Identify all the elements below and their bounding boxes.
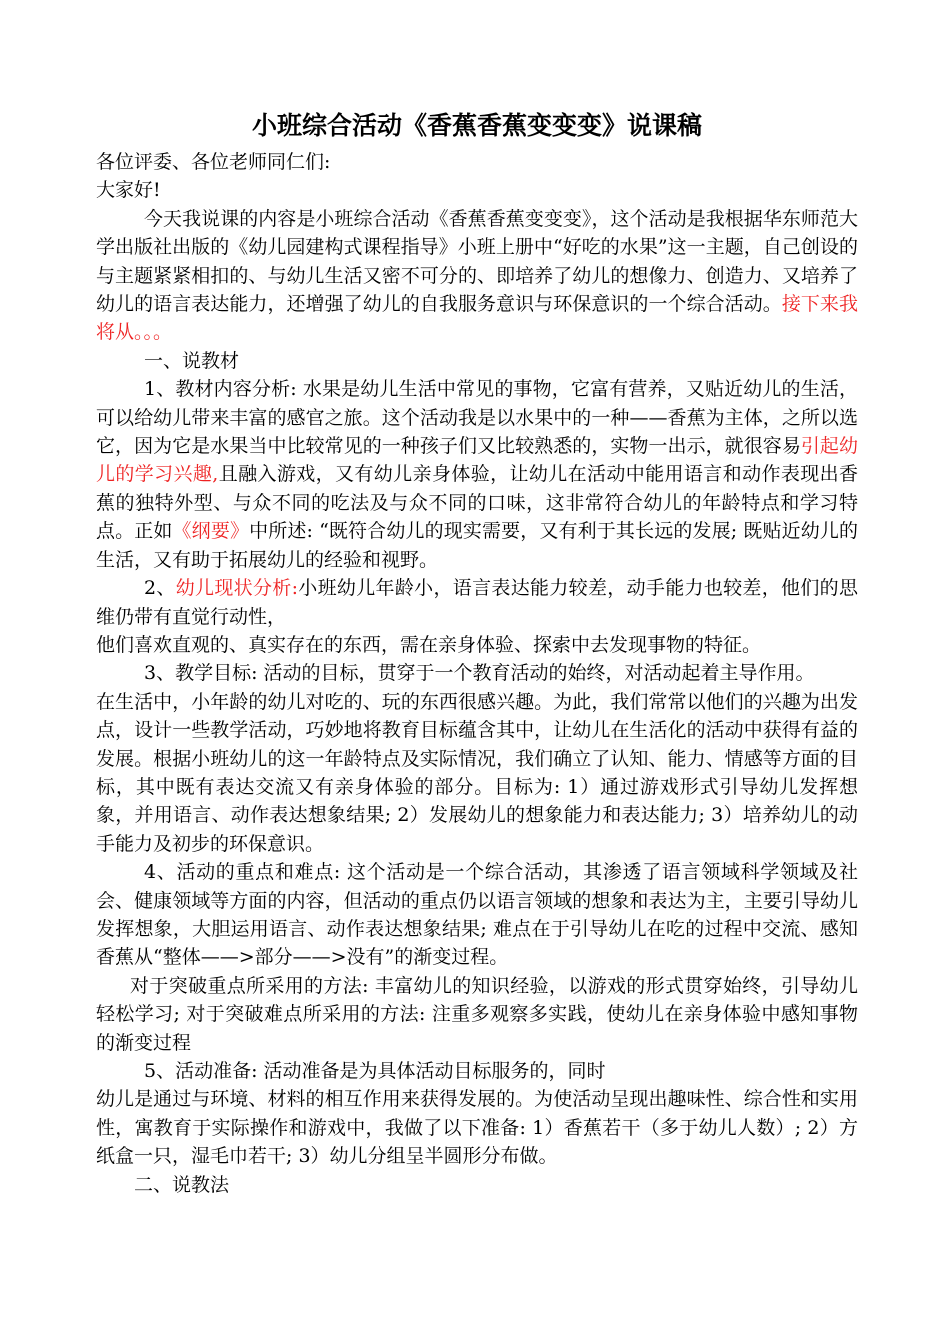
paragraph-item-4: 4、活动的重点和难点: 这个活动是一个综合活动，其渗透了语言领域科学领域及社会、健康领域等方面的内容，但活动的重点仍以语言领域的想象和表达为主，主要引导幼儿发挥想象，大胆运用语言、动作表达想象结果; 难点在于引导幼儿在吃的过程中交流、感知香蕉从“整体——>部分——>没有”的渐变过程。 bbox=[96, 861, 858, 969]
paragraph-text: 1、教材内容分析: 水果是幼儿生活中常见的事物，它富有营养，又贴近幼儿的生活，可以给幼儿带来丰富的感官之旅。这个活动我是以水果中的一种——香蕉为主体，之所以选它，因为它是水果当中比较常见的一种孩子们又比较熟悉的，实物一出示，就很容易 bbox=[96, 378, 858, 458]
highlighted-text: 幼儿现状分析: bbox=[175, 577, 298, 600]
document-title: 小班综合活动《香蕉香蕉变变变》说课稿 bbox=[251, 111, 702, 140]
intro-paragraph bbox=[96, 205, 858, 347]
highlighted-text: 《纲要》 bbox=[172, 520, 250, 543]
paragraph-continuation: 在生活中，小年龄的幼儿对吃的、玩的东西很感兴趣。为此，我们常常以他们的兴趣为出发点，设计一些教学活动，巧妙地将教育目标蕴含其中，让幼儿在生活化的活动中获得有益的发展。根据小班幼儿的这一年龄特点及实际情况，我们确立了认知、能力、情感等方面的目标，其中既有表达交流又有亲身体验的部分。目标为: 1）通过游戏形式引导幼儿发挥想象，并用语言、动作表达想象结果; 2）发展幼儿的想象能力和表达能力; 3）培养幼儿的动手能力及初步的环保意识。 bbox=[96, 690, 858, 855]
paragraph-continuation: 幼儿是通过与环境、材料的相互作用来获得发展的。为使活动呈现出趣味性、综合性和实用性，寓教育于实际操作和游戏中，我做了以下准备: 1）香蕉若干（多于幼儿人数）; 2）方纸盒一只，湿毛巾若干; 3）幼儿分组呈半圆形分布做。 bbox=[96, 1088, 858, 1168]
greeting-line: 各位评委、各位老师同仁们: bbox=[96, 151, 331, 173]
section-heading: 二、说教法 bbox=[134, 1173, 230, 1196]
highlighted-text: 接下来我将从。。。 bbox=[96, 293, 858, 344]
paragraph-methods: 对于突破重点所采用的方法: 丰富幼儿的知识经验，以游戏的形式贯穿始终，引导幼儿轻松学习; 对于突破难点所采用的方法: 注重多观察多实践，使幼儿在亲身体验中感知事物的渐变过程 bbox=[96, 974, 858, 1054]
highlighted-text: 引起幼儿的学习兴趣, bbox=[96, 435, 858, 486]
paragraph-text: 2、 bbox=[144, 577, 176, 600]
greeting-line: 大家好! bbox=[96, 179, 161, 202]
paragraph-text: 中所述: “既符合幼儿的现实需要，又有利于其长远的发展; 既贴近幼儿的生活，又有助于拓展幼儿的经验和视野。 bbox=[96, 520, 858, 571]
paragraph-item-5: 5、活动准备: 活动准备是为具体活动目标服务的，同时 bbox=[144, 1060, 606, 1082]
paragraph-item-3: 3、教学目标: 活动的目标，贯穿于一个教育活动的始终，对活动起着主导作用。 bbox=[144, 662, 815, 685]
section-heading: 一、说教材 bbox=[144, 349, 240, 372]
paragraph-text: 且融入游戏，又有幼儿亲身体验，让幼儿在活动中能用语言和动作表现出香蕉的独特外型、与众不同的吃法及与众不同的口味，这非常符合幼儿的年龄特点和学习特点。正如 bbox=[96, 463, 858, 543]
paragraph-text: 小班幼儿年龄小，语言表达能力较差，动手能力也较差，他们的思维仍带有直觉行动性， bbox=[96, 577, 858, 628]
paragraph-continuation: 他们喜欢直观的、真实存在的东西，需在亲身体验、探索中去发现事物的特征。 bbox=[96, 633, 762, 656]
paragraph-item-1 bbox=[96, 375, 858, 574]
paragraph-item-2 bbox=[96, 574, 858, 631]
document-page bbox=[96, 110, 858, 1199]
intro-text: 今天我说课的内容是小班综合活动《香蕉香蕉变变变》，这个活动是我根据华东师范大学出版社出版的《幼儿园建构式课程指导》小班上册中“好吃的水果”这一主题，自己创设的与主题紧紧相扣的、与幼儿生活又密不可分的、即培养了幼儿的想像力、创造力、又培养了幼儿的语言表达能力，还增强了幼儿的自我服务意识与环保意识的一个综合活动。 bbox=[96, 207, 858, 316]
